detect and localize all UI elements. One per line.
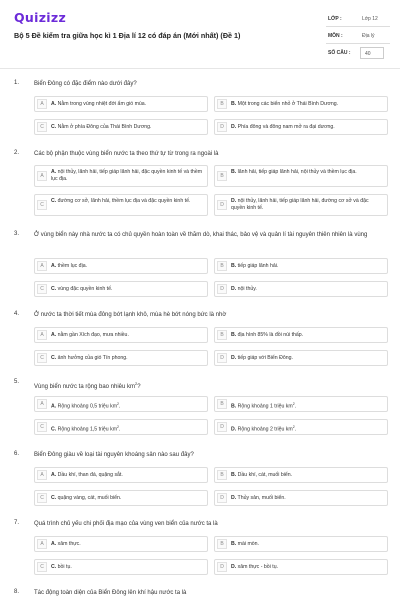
question-number: 3. — [14, 231, 20, 237]
option-c[interactable] — [34, 419, 208, 435]
question-count-value: 40 — [365, 51, 371, 57]
option-letter: B — [217, 171, 227, 181]
option-c[interactable] — [34, 350, 208, 366]
option-b[interactable] — [214, 396, 388, 412]
option-a[interactable] — [34, 96, 208, 112]
option-b[interactable] — [214, 96, 388, 112]
option-text: D. tiếp giáp với Biển Đông. — [231, 355, 293, 361]
option-letter: A — [37, 330, 47, 340]
option-letter: B — [217, 399, 227, 409]
option-text: B. Một trong các biển nhỏ ở Thái Bình Dương. — [231, 101, 339, 107]
option-d[interactable] — [214, 281, 388, 297]
option-a[interactable] — [34, 258, 208, 274]
option-text: A. Dầu khí, than đá, quặng sắt. — [51, 472, 123, 478]
question-number: 1. — [14, 80, 20, 86]
option-letter: A — [37, 261, 47, 271]
option-text: B. tiếp giáp lãnh hải. — [231, 263, 279, 269]
question-text: Vùng biển nước ta rộng bao nhiêu $km^2$? — [34, 381, 141, 390]
option-letter: C — [37, 284, 47, 294]
option-a[interactable] — [34, 165, 208, 187]
option-d[interactable] — [214, 194, 388, 216]
option-letter: D — [217, 353, 227, 363]
option-text: C. Rộng khoảng 1,5 triệu $km^2$. — [51, 425, 121, 433]
option-text: A. Nằm trong vùng nhiệt đới ẩm gió mùa. — [51, 101, 147, 107]
option-c[interactable] — [34, 119, 208, 135]
class-label: LỚP : — [328, 16, 342, 22]
option-c[interactable] — [34, 281, 208, 297]
option-letter: A — [37, 470, 47, 480]
subject-value: Địa lý — [362, 33, 375, 39]
question-text: Ở nước ta thời tiết mùa đông bớt lạnh khô, mùa hè bớt nóng bức là nhờ — [34, 312, 227, 318]
option-text: C. ảnh hưởng của gió Tín phong. — [51, 355, 128, 361]
option-c[interactable] — [34, 490, 208, 506]
question-number: 4. — [14, 311, 20, 317]
option-d[interactable] — [214, 559, 388, 575]
meta-class-row — [326, 13, 390, 27]
option-b[interactable] — [214, 258, 388, 274]
option-d[interactable] — [214, 119, 388, 135]
question-number: 6. — [14, 451, 20, 457]
option-letter: D — [217, 562, 227, 572]
option-text: D. xâm thực - bồi tụ. — [231, 564, 279, 570]
option-letter: D — [217, 200, 227, 210]
worksheet-header — [0, 0, 400, 68]
option-text: D. nội thủy. — [231, 286, 257, 292]
option-text: C. quặng vàng, cát, muối biển. — [51, 495, 122, 501]
option-text: D. Rộng khoảng 2 triệu $km^2$. — [231, 425, 297, 433]
option-text: D. nội thủy, lãnh hải, tiếp giáp lãnh hải, đường cơ sở và đặc quyền kinh tế. — [231, 198, 369, 211]
page-title: Bộ 5 Đề kiểm tra giữa học kì 1 Địa lí 12 có đáp án (Mới nhất) (Đề 1) — [14, 31, 241, 40]
question-text: Biển Đông giàu về loại tài nguyên khoáng sản nào sau đây? — [34, 452, 194, 458]
option-text: D. Phía đông và đông nam mở ra đại dương. — [231, 124, 335, 130]
option-letter: C — [37, 200, 47, 210]
question-number: 5. — [14, 379, 20, 385]
option-text: A. Rộng khoảng 0,5 triệu $km^2$. — [51, 402, 121, 410]
question-text: Tác động toàn diện của Biển Đông lên khí hậu nước ta là — [34, 590, 187, 596]
question-number: 7. — [14, 520, 20, 526]
class-value: Lớp 12 — [362, 16, 378, 22]
option-letter: B — [217, 99, 227, 109]
option-letter: D — [217, 122, 227, 132]
option-text: C. Nằm ở phía Đông của Thái Bình Dương. — [51, 124, 152, 130]
option-letter: D — [217, 493, 227, 503]
option-b[interactable] — [214, 327, 388, 343]
option-c[interactable] — [34, 194, 208, 216]
option-b[interactable] — [214, 165, 388, 187]
option-text: D. Thủy sản, muối biển. — [231, 495, 286, 501]
meta-count-row — [326, 47, 390, 61]
question-count-box — [360, 47, 384, 59]
quizizz-logo: Quizizz — [14, 10, 67, 25]
option-letter: A — [37, 399, 47, 409]
option-text: A. nội thủy, lãnh hải, tiếp giáp lãnh hải, đặc quyền kinh tế và thềm lục địa. — [51, 169, 203, 182]
option-text: A. nằm gần Xích đạo, mưa nhiều. — [51, 332, 129, 338]
question-text: Các bộ phận thuộc vùng biển nước ta theo thứ tự từ trong ra ngoài là — [34, 151, 219, 157]
option-letter: C — [37, 353, 47, 363]
question-number: 8. — [14, 589, 20, 595]
option-a[interactable] — [34, 467, 208, 483]
option-a[interactable] — [34, 327, 208, 343]
option-letter: B — [217, 470, 227, 480]
worksheet-meta — [326, 13, 390, 64]
option-letter: D — [217, 284, 227, 294]
option-text: B. lãnh hải, tiếp giáp lãnh hải, nội thủy và thềm lục địa. — [231, 169, 357, 175]
option-letter: D — [217, 422, 227, 432]
option-text: C. đường cơ sở, lãnh hải, thềm lục địa và đặc quyền kinh tế. — [51, 198, 191, 204]
option-b[interactable] — [214, 536, 388, 552]
question-count-label: SỐ CÂU : — [328, 50, 351, 56]
option-text: C. bồi tụ. — [51, 564, 72, 570]
option-letter: B — [217, 539, 227, 549]
option-letter: B — [217, 261, 227, 271]
question-number: 2. — [14, 150, 20, 156]
option-letter: C — [37, 122, 47, 132]
option-letter: C — [37, 422, 47, 432]
option-d[interactable] — [214, 350, 388, 366]
option-letter: B — [217, 330, 227, 340]
option-letter: C — [37, 562, 47, 572]
subject-label: MÔN : — [328, 33, 343, 39]
option-a[interactable] — [34, 396, 208, 412]
option-text: B. Rộng khoảng 1 triệu $km^2$. — [231, 402, 297, 410]
meta-subject-row — [326, 30, 390, 44]
option-text: B. Dầu khí, cát, muối biển. — [231, 472, 293, 478]
option-letter: A — [37, 539, 47, 549]
option-d[interactable] — [214, 419, 388, 435]
question-text: Quá trình chủ yếu chi phối địa mạo của vùng ven biển của nước ta là — [34, 521, 218, 527]
option-text: A. thềm lục địa. — [51, 263, 88, 269]
option-text: B. địa hình 85% là đồi núi thấp. — [231, 332, 304, 338]
option-text: C. vùng đặc quyền kinh tế. — [51, 286, 113, 292]
option-text: B. mài mòn. — [231, 541, 259, 547]
header-divider — [0, 68, 400, 69]
option-c[interactable] — [34, 559, 208, 575]
option-text: A. xâm thực. — [51, 541, 81, 547]
option-b[interactable] — [214, 467, 388, 483]
question-text: Ở vùng biển này nhà nước ta có chủ quyền hoàn toàn về thăm dò, khai thác, bảo vệ và quản lí tài nguyên thiên nhiên là vùng — [34, 232, 368, 238]
option-d[interactable] — [214, 490, 388, 506]
option-letter: A — [37, 99, 47, 109]
option-letter: A — [37, 171, 47, 181]
option-letter: C — [37, 493, 47, 503]
option-a[interactable] — [34, 536, 208, 552]
question-text: Biển Đông có đặc điểm nào dưới đây? — [34, 81, 137, 87]
